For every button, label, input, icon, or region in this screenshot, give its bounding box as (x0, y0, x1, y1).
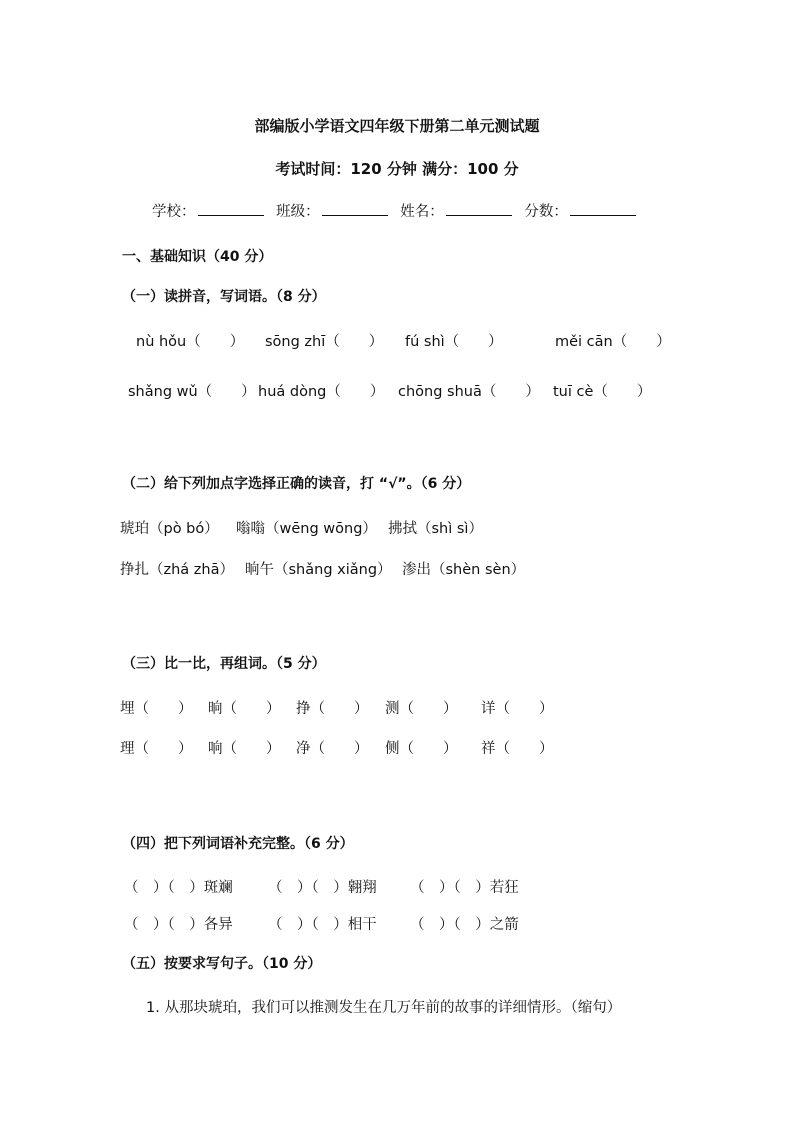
compare-item: 挣（ ） (296, 701, 369, 717)
pinyin-item: shǎng wǔ（ ） (128, 384, 256, 400)
pinyin-item: měi cān（ ） (555, 334, 671, 350)
question-heading: （一）读拼音，写词语。（8 分） (122, 289, 326, 305)
pinyin-item: tuī cè（ ） (553, 384, 652, 400)
exam-subtitle: 考试时间：120 分钟 满分：100 分 (275, 160, 519, 178)
compare-item: 净（ ） (296, 741, 369, 757)
class-label: 班级： (276, 204, 320, 220)
pinyin-item: huá dòng（ ） (258, 384, 385, 400)
idiom-item: （ ）（ ）相干 (268, 917, 377, 933)
reading-item: 晌午（shǎng xiǎng） (245, 562, 392, 578)
name-label: 姓名： (400, 204, 444, 220)
reading-item: 渗出（shèn sèn） (402, 562, 526, 578)
compare-item: 祥（ ） (481, 741, 554, 757)
reading-item: 拂拭（shì sì） (388, 521, 483, 537)
pinyin-item: sōng zhī（ ） (265, 334, 384, 350)
idiom-item: （ ）（ ）之箭 (410, 917, 519, 933)
compare-item: 侧（ ） (385, 741, 458, 757)
pinyin-item: fú shì（ ） (405, 334, 503, 350)
pinyin-item: chōng shuā（ ） (398, 384, 540, 400)
reading-item: 琥珀（pò bó） (120, 521, 219, 537)
compare-item: 埋（ ） (120, 701, 193, 717)
question-heading: （四）把下列词语补充完整。（6 分） (122, 836, 354, 852)
idiom-item: （ ）（ ）各异 (124, 917, 233, 933)
compare-item: 理（ ） (120, 741, 193, 757)
question-heading: （五）按要求写句子。（10 分） (122, 956, 322, 972)
score-label: 分数： (524, 204, 568, 220)
compare-item: 详（ ） (481, 701, 554, 717)
score-blank (570, 201, 636, 216)
idiom-item: （ ）（ ）若狂 (410, 880, 519, 896)
school-label: 学校： (152, 204, 196, 220)
reading-item: 嗡嗡（wēng wōng） (236, 521, 377, 537)
idiom-item: （ ）（ ）翱翔 (268, 880, 377, 896)
school-blank (198, 201, 264, 216)
question-heading: （二）给下列加点字选择正确的读音，打 “√”。（6 分） (122, 476, 471, 492)
idiom-item: （ ）（ ）斑斓 (124, 880, 233, 896)
student-info-line (152, 200, 636, 221)
exam-title: 部编版小学语文四年级下册第二单元测试题 (254, 117, 540, 135)
pinyin-item: nù hǒu（ ） (136, 334, 245, 350)
name-blank (446, 201, 512, 216)
section-heading: 一、基础知识（40 分） (122, 249, 273, 265)
compare-item: 测（ ） (385, 701, 458, 717)
reading-item: 挣扎（zhá zhā） (120, 562, 234, 578)
sentence-item: 1. 从那块琥珀，我们可以推测发生在几万年前的故事的详细情形。（缩句） (146, 1000, 622, 1016)
compare-item: 响（ ） (208, 741, 281, 757)
class-blank (322, 201, 388, 216)
question-heading: （三）比一比，再组词。（5 分） (122, 656, 326, 672)
compare-item: 晌（ ） (208, 701, 281, 717)
